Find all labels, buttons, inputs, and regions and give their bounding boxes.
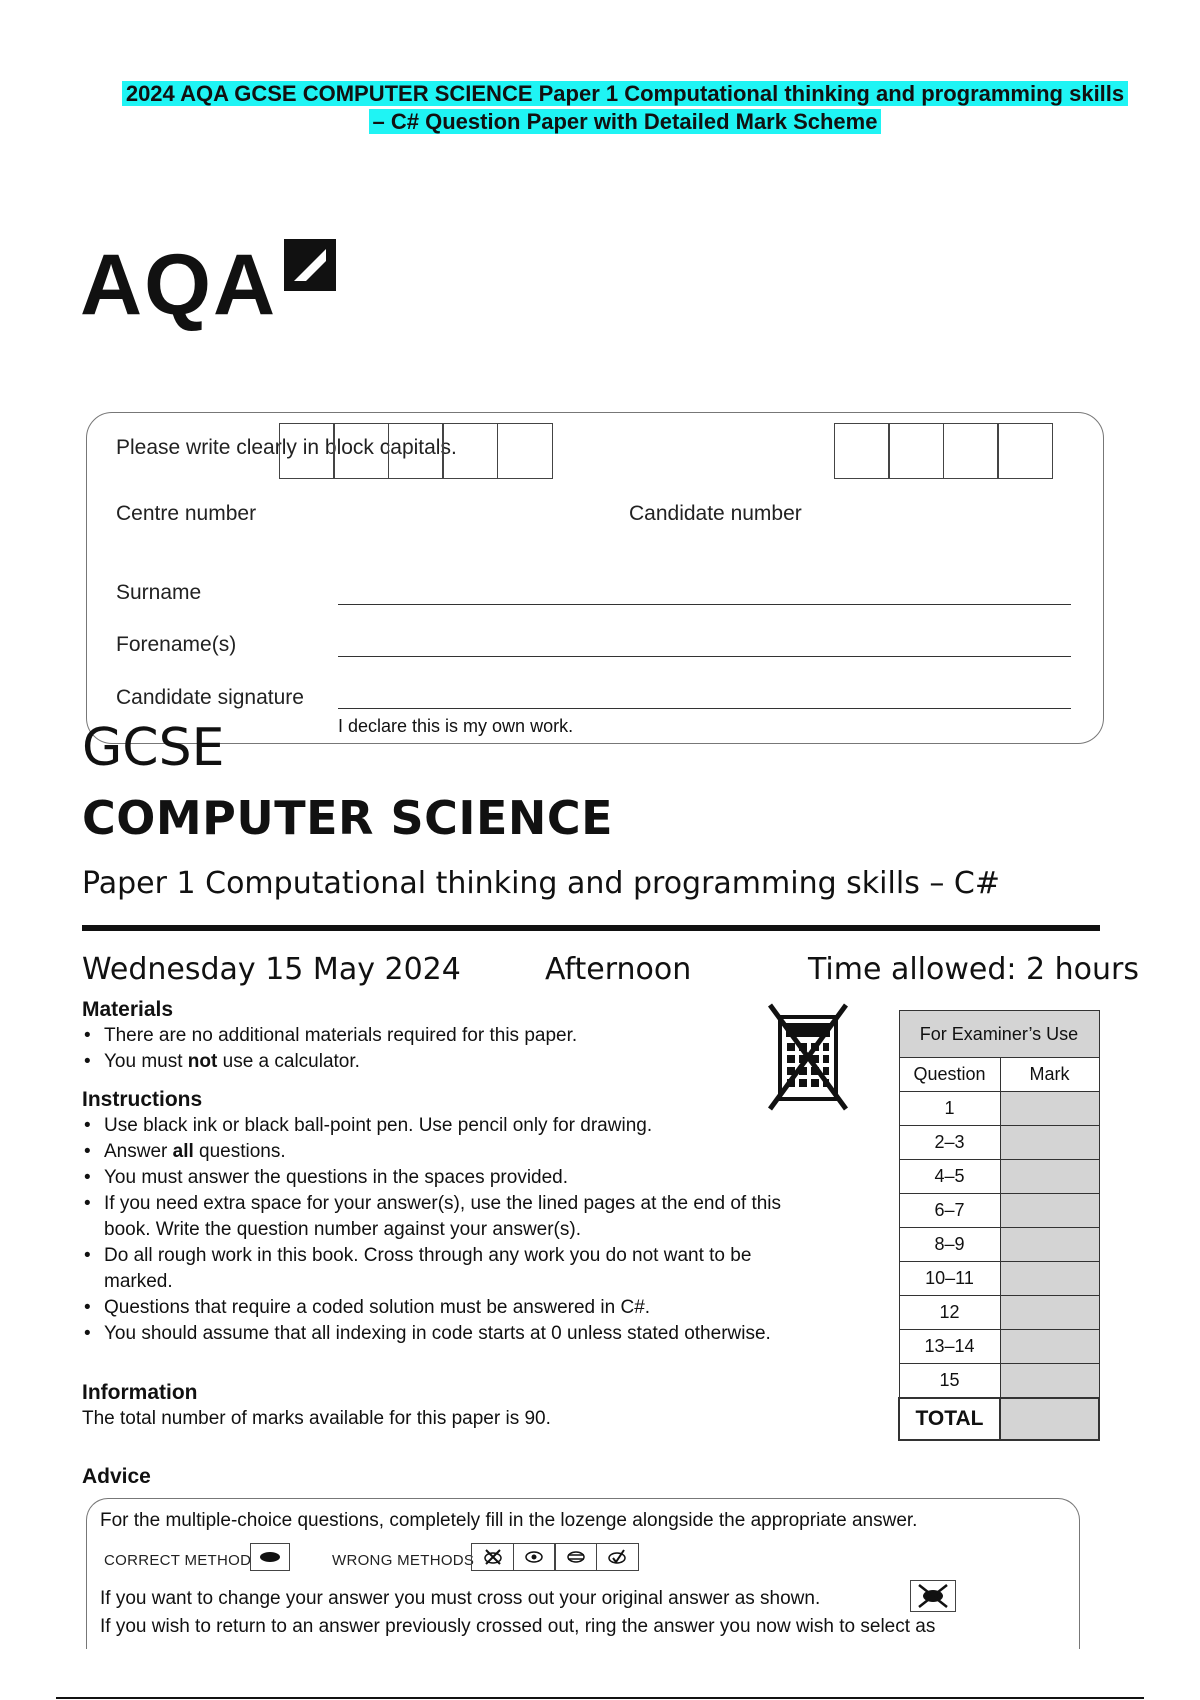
materials-list	[82, 1023, 784, 1075]
total-label: TOTAL	[899, 1398, 1000, 1440]
block-capitals-instruction: Please write clearly in block capitals.	[116, 436, 457, 459]
page-bottom-rule	[56, 1697, 1144, 1699]
wrong-method-tick	[596, 1543, 639, 1571]
time-allowed: Time allowed: 2 hours	[808, 952, 1140, 987]
aqa-logo-mark-icon	[280, 235, 340, 295]
declaration-text: I declare this is my own work.	[338, 716, 574, 736]
wrong-methods-examples	[471, 1543, 639, 1571]
examiner-col-mark: Mark	[1000, 1058, 1099, 1092]
candidate-number-label: Candidate number	[629, 502, 802, 525]
advice-line-1: For the multiple-choice questions, completely fill in the lozenge alongside the appropriate answer.	[100, 1510, 918, 1531]
instructions-list	[82, 1113, 874, 1347]
instruction-item: • You must answer the questions in the spaces provided.	[104, 1165, 874, 1191]
banner-line-2: – C# Question Paper with Detailed Mark Scheme	[369, 109, 882, 134]
centre-number-cell[interactable]	[333, 423, 389, 479]
instruction-item: • Do all rough work in this book. Cross through any work you do not want to be marked.	[104, 1243, 784, 1295]
candidate-number-cell[interactable]	[997, 423, 1053, 479]
paper-title: Paper 1 Computational thinking and programming skills – C#	[82, 866, 1000, 901]
centre-number-cell[interactable]	[497, 423, 553, 479]
mark-cell	[1000, 1296, 1099, 1330]
ticked-lozenge-icon	[605, 1548, 629, 1566]
title-divider	[82, 925, 1100, 931]
centre-number-label: Centre number	[116, 502, 257, 525]
mark-cell	[1000, 1092, 1099, 1126]
instruction-emphasis: all	[172, 1141, 194, 1162]
materials-text: You must	[104, 1051, 188, 1072]
centre-number-cell[interactable]	[279, 423, 335, 479]
signature-field[interactable]	[338, 708, 1071, 709]
advice-line-3: If you wish to return to an answer previously crossed out, ring the answer you now wish to select as	[100, 1616, 936, 1637]
instruction-item	[104, 1139, 874, 1165]
candidate-number-cell[interactable]	[834, 423, 890, 479]
instructions-heading: Instructions	[82, 1088, 203, 1111]
candidate-number-cell[interactable]	[943, 423, 999, 479]
crossed-out-lozenge-icon	[916, 1583, 950, 1609]
information-text: The total number of marks available for this paper is 90.	[82, 1408, 551, 1429]
correct-method-example	[250, 1543, 290, 1571]
aqa-logo	[80, 235, 350, 335]
mark-cell	[1000, 1126, 1099, 1160]
mark-cell	[1000, 1330, 1099, 1364]
signature-label: Candidate signature	[116, 686, 304, 709]
aqa-logo-text: AQA	[80, 237, 278, 333]
exam-date: Wednesday 15 May 2024	[82, 952, 461, 987]
question-range: 10–11	[899, 1262, 1000, 1296]
examiner-col-question: Question	[899, 1058, 1000, 1092]
mark-cell	[1000, 1160, 1099, 1194]
information-heading: Information	[82, 1381, 198, 1404]
instruction-item: • You should assume that all indexing in code starts at 0 unless stated otherwise.	[104, 1321, 874, 1347]
mark-cell	[1000, 1194, 1099, 1228]
mark-cell	[1000, 1228, 1099, 1262]
crossed-out-answer-example	[910, 1580, 956, 1612]
subject-title: COMPUTER SCIENCE	[82, 791, 614, 845]
instruction-item: • If you need extra space for your answer(s), use the lined pages at the end of this book. Write the question number against your answer(s).	[104, 1191, 824, 1243]
instruction-item: • Use black ink or black ball-point pen. Use pencil only for drawing.	[104, 1113, 874, 1139]
scribbled-lozenge-icon	[564, 1548, 588, 1566]
examiner-table-title: For Examiner’s Use	[899, 1011, 1099, 1058]
advice-heading: Advice	[82, 1465, 151, 1488]
qualification-level: GCSE	[82, 718, 225, 778]
question-range: 12	[899, 1296, 1000, 1330]
question-range: 13–14	[899, 1330, 1000, 1364]
question-range: 8–9	[899, 1228, 1000, 1262]
instruction-text: questions.	[193, 1141, 286, 1162]
wrong-method-dot	[513, 1543, 556, 1571]
question-range: 6–7	[899, 1194, 1000, 1228]
instruction-item: • Questions that require a coded solution must be answered in C#.	[104, 1295, 874, 1321]
candidate-number-boxes[interactable]	[835, 423, 1053, 479]
total-mark-cell	[1000, 1398, 1099, 1440]
forename-field[interactable]	[338, 656, 1071, 657]
document-banner	[60, 80, 1190, 136]
mark-cell	[1000, 1364, 1099, 1399]
banner-line-1: 2024 AQA GCSE COMPUTER SCIENCE Paper 1 Computational thinking and programming skills	[122, 81, 1128, 106]
centre-number-cell[interactable]	[388, 423, 444, 479]
advice-line-2: If you want to change your answer you must cross out your original answer as shown.	[100, 1588, 821, 1609]
exam-session: Afternoon	[545, 952, 692, 987]
candidate-number-cell[interactable]	[888, 423, 944, 479]
instruction-text: Answer	[104, 1141, 173, 1162]
no-calculator-icon	[768, 1003, 848, 1111]
question-range: 4–5	[899, 1160, 1000, 1194]
centre-number-cell[interactable]	[442, 423, 498, 479]
surname-field[interactable]	[338, 604, 1071, 605]
filled-lozenge-icon	[259, 1551, 281, 1563]
question-range: 2–3	[899, 1126, 1000, 1160]
materials-text: use a calculator.	[217, 1051, 360, 1072]
correct-method-label: CORRECT METHOD	[104, 1552, 252, 1569]
forename-label: Forename(s)	[116, 633, 237, 656]
materials-item	[104, 1049, 784, 1075]
question-range: 1	[899, 1092, 1000, 1126]
centre-number-boxes[interactable]	[280, 423, 553, 479]
dotted-lozenge-icon	[522, 1548, 546, 1566]
materials-item: • There are no additional materials required for this paper.	[104, 1023, 784, 1049]
materials-heading: Materials	[82, 998, 174, 1021]
wrong-method-cross	[471, 1543, 514, 1571]
mark-cell	[1000, 1262, 1099, 1296]
examiner-use-table	[898, 1010, 1100, 1441]
wrong-methods-label: WRONG METHODS	[332, 1552, 475, 1569]
surname-label: Surname	[116, 581, 202, 604]
wrong-method-scribble	[554, 1543, 597, 1571]
crossed-lozenge-icon	[481, 1548, 505, 1566]
question-range: 15	[899, 1364, 1000, 1399]
materials-emphasis: not	[187, 1051, 218, 1072]
